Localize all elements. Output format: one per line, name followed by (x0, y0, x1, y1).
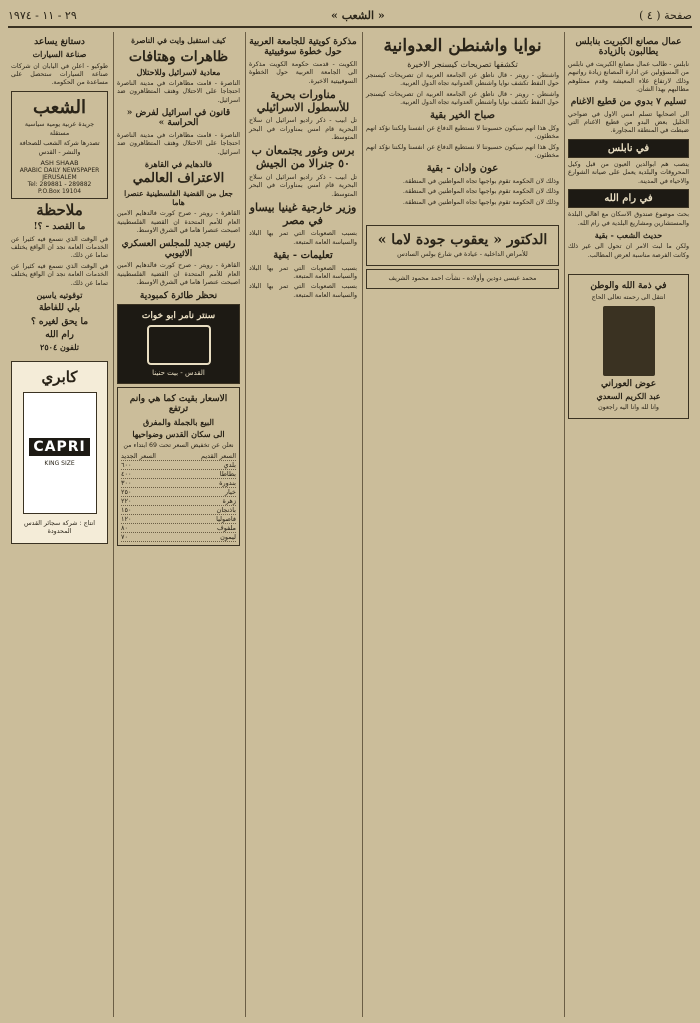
price-row (121, 479, 236, 488)
notice-box (366, 269, 559, 289)
article-text: وذلك لان الحكومة تقوم بواجبها تجاه المواطنين في المنطقة. (402, 188, 559, 196)
headline-oun: عون وادان - بقية (426, 163, 499, 175)
ad-title: سنتر نامر ابو خوات (141, 310, 216, 321)
brand-name: CAPRI (29, 438, 89, 456)
masthead-en: ARABIC DAILY NEWSPAPER (19, 167, 100, 175)
section-nablus: في نابلس (568, 139, 689, 158)
article-text: بسبب الصعوبات التي تمر بها البلاد والسياسة العامة المتبعة. (249, 283, 357, 299)
price-value: ٦٠٠ (121, 461, 132, 470)
article-text: ينصب هم ابوالدين العيون من قبل وكيل المحروقات والبلدية يعمل على صيانة الشوارع والاحياء في المدينة. (568, 160, 689, 185)
masthead-logo: الشعب (33, 96, 86, 118)
price-item: ليمون (220, 533, 236, 542)
cigarette-ad (11, 361, 108, 544)
masthead-box (11, 91, 108, 199)
masthead-en: ASH SHAAB (40, 159, 79, 168)
obituary-box (568, 274, 689, 419)
column-1 (564, 32, 692, 1017)
headline-recognition: الاعتراف العالمي (132, 171, 225, 187)
headline-ethiopia: رئيس جديد للمجلس العسكري الاثيوبي (121, 238, 236, 259)
masthead-en: JERUSALEM (42, 174, 77, 182)
price-value: السعر الجديد (121, 452, 156, 461)
price-item: فاصوليا (216, 515, 236, 524)
article-text: تل ابيب - ذكر راديو اسرائيل ان سلاح البحرية قام امس بمناورات في البحر المتوسط. (249, 173, 357, 198)
article-text: الناصرة - قامت مظاهرات في مدينة الناصرة احتجاجا على الاحتلال وهتف المتظاهرون ضد اسرائيل. (117, 131, 240, 156)
column-3 (245, 32, 360, 1017)
page-label: صفحة ( ٤ ) (639, 8, 692, 22)
subheadline: ما القصد - ؟! (33, 222, 86, 233)
price-item: باذنجان (216, 506, 236, 515)
headline-law: قانون في اسرائيل لفرض « الحراسة » (126, 108, 231, 129)
masthead-pob: P.O.Box 19104 (37, 188, 82, 196)
article-text: في الوقت الذي نسمع فيه كثيرا عن الخدمات العامة نجد ان الواقع يختلف تماما عن ذلك. (11, 262, 108, 287)
masthead-text: تصدرها شركة الشعب للصحافة والنشر - القدس (19, 140, 100, 156)
obituary-title: في ذمة الله والوطن (590, 280, 667, 291)
headline-guinea: وزير خارجية غينيا بيساو في مصر (249, 200, 357, 227)
cigarette-pack-icon (23, 392, 97, 514)
price-row (121, 452, 236, 461)
headline-peres: برس وغور يجتمعان ب ٥٠ جنرالا من الجيش (251, 144, 355, 171)
headline-small: توقوتيه ياسين (36, 290, 83, 301)
headline-kuwait: مذكرة كويتية للجامعة العربية حول خطوة سوفييتية (249, 37, 357, 58)
kicker: كيف استقبل وايت في الناصرة (131, 36, 226, 45)
price-row (121, 506, 236, 515)
obituary-name: عبد الكريم السعدي (596, 391, 661, 401)
obituary-verse: وانا لله وانا اليه راجعون (598, 404, 659, 412)
price-sub: الى سكان القدس وضواحيها (132, 428, 225, 439)
headline-matches: عمال مصانع الكبريت بنابلس يطالبون بالزيادة (575, 37, 682, 58)
subheadline: تكشفها تصريحات كيسنجر الاخيرة (407, 59, 518, 69)
article-text: وذلك لان الحكومة تقوم بواجبها تجاه المواطنين في المنطقة. (402, 177, 559, 185)
ad-footer: انتاج : شركة سجائر القدس المحدودة (24, 519, 95, 536)
paper-name: « الشعب » (331, 8, 385, 22)
price-item: بلدي (223, 461, 236, 470)
price-list (121, 452, 236, 542)
notice-text: محمد عيسى دودين وأولاده - نشأت احمد محمود الشريف (388, 274, 537, 282)
article-text: تل ابيب - ذكر راديو اسرائيل ان سلاح البحرية قام امس بمناورات في البحر المتوسط. (249, 117, 357, 141)
doctor-ad (366, 225, 559, 266)
headline-morning: صباح الخير بقية (429, 110, 495, 122)
article-text: وذلك لان الحكومة تقوم بواجبها تجاه المواطنين في المنطقة. (402, 198, 559, 206)
headline-plane: نحظر طائرة كمبودية (139, 290, 218, 301)
price-row (121, 488, 236, 497)
price-value: ١٢٠ (121, 515, 132, 524)
headline-instructions: تعليمات - بقية (273, 250, 333, 261)
price-row (121, 461, 236, 470)
article-text: القاهرة - رويتر - صرح كورت فالدهايم الامين العام للأمم المتحدة ان القضية الفلسطينية اصبحت عنصرا هاما في الشرق الاوسط. (117, 262, 240, 287)
article-text: بسبب الصعوبات التي تمر بها البلاد والسياسة العامة المتبعة. (249, 264, 357, 280)
headline-bedouin: تسليم ٧ بدوي من قطيع الاغنام (570, 97, 687, 108)
article-text: وكل هذا انهم سيكون حسبوننا لا نستطيع الدفاع عن انفسنا ولكننا نؤكد انهم مخطئون. (366, 124, 559, 141)
price-item: خيار (224, 488, 236, 497)
doctor-details: للأمراض الداخلية - عيادة في شارع بولس السادس (397, 251, 528, 259)
price-value: ٧٠ (121, 533, 128, 542)
price-sub: البيع بالجملة والمفرق (143, 416, 214, 427)
article-text: ولكن ما لبث الامر ان تحول الى غير ذلك وكانت الفرصة مناسبة لعرض المطالب. (568, 243, 689, 259)
article-text: في الوقت الذي نسمع فيه كثيرا عن الخدمات العامة نجد ان الواقع يختلف تماما عن ذلك. (11, 235, 108, 260)
subheadline: صناعة السيارات (32, 49, 87, 60)
masthead-sub: جريدة عربية يومية سياسية مستقلة (24, 121, 95, 137)
price-row (121, 524, 236, 533)
headline-ramallah: رام الله (45, 329, 74, 340)
obituary-line: انتقل الى رحمته تعالى الحاج (591, 294, 666, 302)
price-value: ٢٢٠ (121, 497, 132, 506)
headline-washington: نوايا واشنطن العدوانية (383, 36, 542, 56)
phone: تلفون ٢٥٠٤ (40, 342, 79, 353)
headline-note: ملاحظة (36, 201, 83, 220)
price-ad (117, 387, 240, 546)
subheadline: معادية لاسرائيل وللاحتلال (136, 66, 221, 77)
price-value: ٤٠٠ (121, 470, 132, 479)
column-4 (113, 32, 243, 1017)
article-text: وكل هذا انهم سيكون حسبوننا لا نستطيع الدفاع عن انفسنا ولكننا نؤكد انهم مخطئون. (366, 143, 559, 160)
price-value: ٨٠ (121, 524, 128, 533)
headline-naval: مناورات بحرية للأسطول الاسرائيلي (256, 87, 350, 114)
tv-ad (117, 304, 240, 384)
article-text: الى اصحابها تسلم امس الاول في ضواحي الخليل بعض البدو من قطيع الاغنام التي ضبطت في المنطقة المجاورة. (568, 110, 689, 135)
price-value: ١٥٠ (121, 506, 132, 515)
kicker: فالدهايم في القاهرة (144, 159, 213, 170)
section-ramallah: في رام الله (568, 189, 689, 208)
obituary-name: عوض العوراني (600, 378, 657, 389)
subheadline: جعل من القضية الفلسطينية عنصرا هاما (124, 189, 233, 207)
headline-demonstrations: ظاهرات وهتافات (128, 48, 229, 65)
doctor-name: الدكتور « يعقوب جودة لاما » (377, 232, 548, 249)
price-row (121, 533, 236, 542)
price-value: ٣٠٠ (121, 479, 132, 488)
subheadline: ما يحق لغيره ؟ (30, 316, 89, 327)
price-item: ملفوف (216, 524, 236, 533)
price-item: بطاطا (219, 470, 236, 479)
headline-japan: دستانغ يساعد (34, 37, 85, 47)
column-5 (8, 32, 111, 1017)
article-text: واشنطن - رويتر - قال ناطق عن الجامعة العربية ان تصريحات كيسنجر حول النفط تكشف نوايا واشنطن العدوانية تجاه الدول العربية. (366, 90, 559, 106)
article-text: نابلس - طالب عمال مصانع الكبريت في نابلس من المسؤولين عن ادارة المصانع زيادة رواتبهم وذلك لارتفاع غلاء المعيشة وقدم ممثلوهم مطالبهم بهذا الشأن. (568, 60, 689, 93)
price-row (121, 497, 236, 506)
masthead-tel: Tel: 289881 - 289882 (27, 181, 92, 189)
article-text: بسبب الصعوبات التي تمر بها البلاد والسياسة العامة المتبعة. (249, 230, 357, 246)
price-row (121, 515, 236, 524)
article-text: القاهرة - رويتر - صرح كورت فالدهايم الامين العام للأمم المتحدة ان القضية الفلسطينية اصبحت عنصرا هاما في الشرق الاوسط. (117, 210, 240, 235)
pack-size: KING SIZE (44, 460, 75, 468)
headline-small: بلي للفاطة (38, 303, 81, 314)
price-headline: الاسعار بقيت كما هي وانم ترتفع (129, 393, 228, 415)
television-icon (147, 325, 211, 365)
portrait-photo (603, 306, 655, 376)
article-text: واشنطن - رويتر - قال ناطق عن الجامعة العربية ان تصريحات كيسنجر حول النفط تكشف نوايا واشنطن العدوانية تجاه الدول العربية. (366, 71, 559, 88)
ad-title: كابري (41, 367, 78, 386)
article-text: بحث موضوع صندوق الاسكان مع اهالي البلدة والمستشارين ومشاريع البلدية في رام الله. (568, 211, 689, 227)
issue-date: ٢٩ - ١١ - ١٩٧٤ (8, 8, 77, 22)
column-2 (362, 32, 562, 1017)
article-text: الكويت - قدمت حكومة الكويت مذكرة الى الجامعة العربية حول الخطوة السوفييتية الاخيرة. (249, 60, 357, 85)
price-row (121, 470, 236, 479)
price-item: السعر القديم (201, 452, 236, 461)
price-item: بندورة (219, 479, 236, 488)
price-note: نعلن عن تخفيض السعر تحت 69 ابتداء من (123, 441, 234, 449)
price-value: ٢٥٠ (121, 488, 132, 497)
page-header (8, 4, 692, 28)
headline-shaab-talk: حديث الشعب - بقية (594, 229, 663, 240)
article-text: طوكيو - اعلن في اليابان ان شركات صناعة السيارات ستحصل على مساعدة من الحكومة. (11, 62, 108, 87)
price-item: زهرة (222, 497, 236, 506)
ad-subtitle: القدس - بيت حنينا (152, 368, 205, 377)
article-text: الناصرة - قامت مظاهرات في مدينة الناصرة احتجاجا على الاحتلال وهتف المتظاهرون ضد اسرائيل. (117, 79, 240, 104)
